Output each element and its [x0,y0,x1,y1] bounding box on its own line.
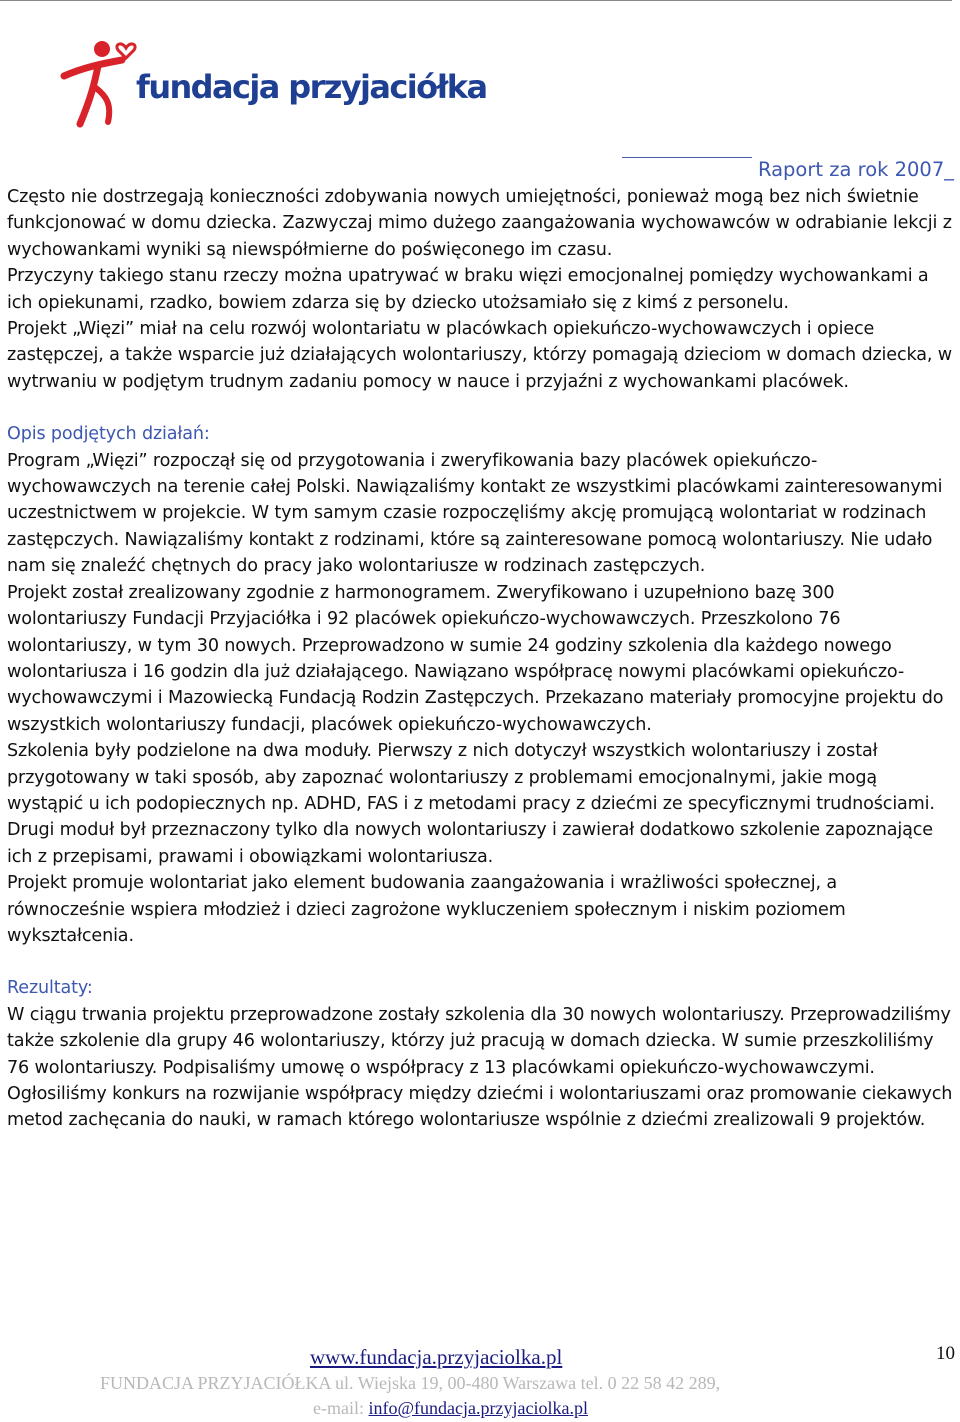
header-rule [622,157,752,158]
footer-address: FUNDACJA PRZYJACIÓŁKA ul. Wiejska 19, 00-480 Warszawa tel. 0 22 58 42 289, [100,1373,721,1393]
paragraph: Projekt promuje wolontariat jako element budowania zaangażowania i wrażliwości społecznej, a równocześnie wspiera młodzież i dzieci zagrożone wykluczeniem społecznym i niskim poziomem wykształcenia. [7,873,846,946]
paragraph: Przyczyny takiego stanu rzeczy można upatrywać w braku więzi emocjonalnej pomiędzy wychowankami a ich opiekunami, rzadko, bowiem zdarza się by dziecko utożsamiało się z kimś z personelu. [7,266,929,313]
logo-figure-icon [60,38,140,130]
footer-website-link[interactable]: www.fundacja.przyjaciolka.pl [310,1345,563,1369]
section-heading-rezultaty: Rezultaty: [7,978,93,999]
spacer [7,949,953,975]
paragraph: Szkolenia były podzielone na dwa moduły. Pierwszy z nich dotyczył wszystkich wolontariuszy i został przygotowany w taki sposób, aby zapoznać wolontariuszy z problemami emocjonalnymi, jakie mogą wystąpić u ich podopiecznych np. ADHD, FAS i z metodami pracy z dziećmi ze specyficznymi trudnościami. Drugi moduł był przeznaczony tylko dla nowych wolontariuszy i zawierał dodatkowo szkolenie zapoznające ich z przepisami, prawami i obowiązkami wolontariusza. [7,741,935,867]
footer-email-row [313,1398,588,1419]
logo [60,38,487,128]
paragraph: W ciągu trwania projektu przeprowadzone zostały szkolenia dla 30 nowych wolontariuszy. Przeprowadziliśmy także szkolenie dla grupy 46 wolontariuszy, którzy już pracują w domach dziecka. W sumie przeszkoliliśmy 76 wolontariuszy. Podpisaliśmy umowę o współpracy z 13 placówkami opiekuńczo-wychowawczymi. Ogłosiliśmy konkurs na rozwijanie współpracy między dziećmi i wolontariuszami oraz promowanie ciekawych metod zachęcania do nauki, w ramach którego wolontariusze wspólnie z dziećmi zrealizowali 9 projektów. [7,1004,953,1131]
report-title: Raport za rok 2007_ [757,158,954,181]
paragraph: Projekt został zrealizowany zgodnie z harmonogramem. Zweryfikowano i uzupełniono bazę 300 wolontariuszy Fundacji Przyjaciółka i 92 placówek opiekuńczo-wychowawczych. Przeszkolono 76 wolontariuszy, w tym 30 nowych. Przeprowadzono w sumie 24 godziny szkolenia dla każdego nowego wolontariusza i 16 godzin dla już działającego. Nawiązano współpracę nowymi placówkami opiekuńczo-wychowawczymi i Mazowiecką Fundacją Rodzin Zastępczych. Przekazano materiały promocyjne projektu do wszystkich wolontariuszy fundacji, placówek opiekuńczo-wychowawczych. [7,582,944,735]
footer-email-label: e-mail: [313,1398,364,1418]
logo-wordmark: fundacja przyjaciółka [136,68,487,106]
section-heading-opis: Opis podjętych działań: [7,424,210,445]
top-rule [0,0,952,1]
document-body [7,184,953,1134]
footer-email-link[interactable]: info@fundacja.przyjaciolka.pl [368,1398,588,1418]
spacer [7,395,953,421]
paragraph: Często nie dostrzegają konieczności zdobywania nowych umiejętności, ponieważ mogą bez nich świetnie funkcjonować w domu dziecka. Zazwyczaj mimo dużego zaangażowania wychowawców w odrabianie lekcji z wychowankami wyniki są niewspółmierne do poświęconego im czasu. [7,187,952,260]
page-number: 10 [936,1343,955,1364]
paragraph: Program „Więzi” rozpoczął się od przygotowania i zweryfikowania bazy placówek opiekuńczo-wychowawczych na terenie całej Polski. Nawiązaliśmy kontakt ze wszystkimi placówkami zainteresowanymi uczestnictwem w projekcie. W tym samym czasie rozpoczęliśmy akcję promującą wolontariat w rodzinach zastępczych. Nawiązaliśmy kontakt z rodzinami, które są zainteresowane pomocą wolontariuszy. Nie udało nam się znaleźć chętnych do pracy jako wolontariusze w rodzinach zastępczych. [7,450,943,577]
paragraph: Projekt „Więzi” miał na celu rozwój wolontariatu w placówkach opiekuńczo-wychowawczych i opiece zastępczej, a także wsparcie już działających wolontariuszy, którzy pomagają dzieciom w domach dziecka, w wytrwaniu w podjętym trudnym zadaniu pomocy w nauce i przyjaźni z wychowankami placówek. [7,319,952,392]
